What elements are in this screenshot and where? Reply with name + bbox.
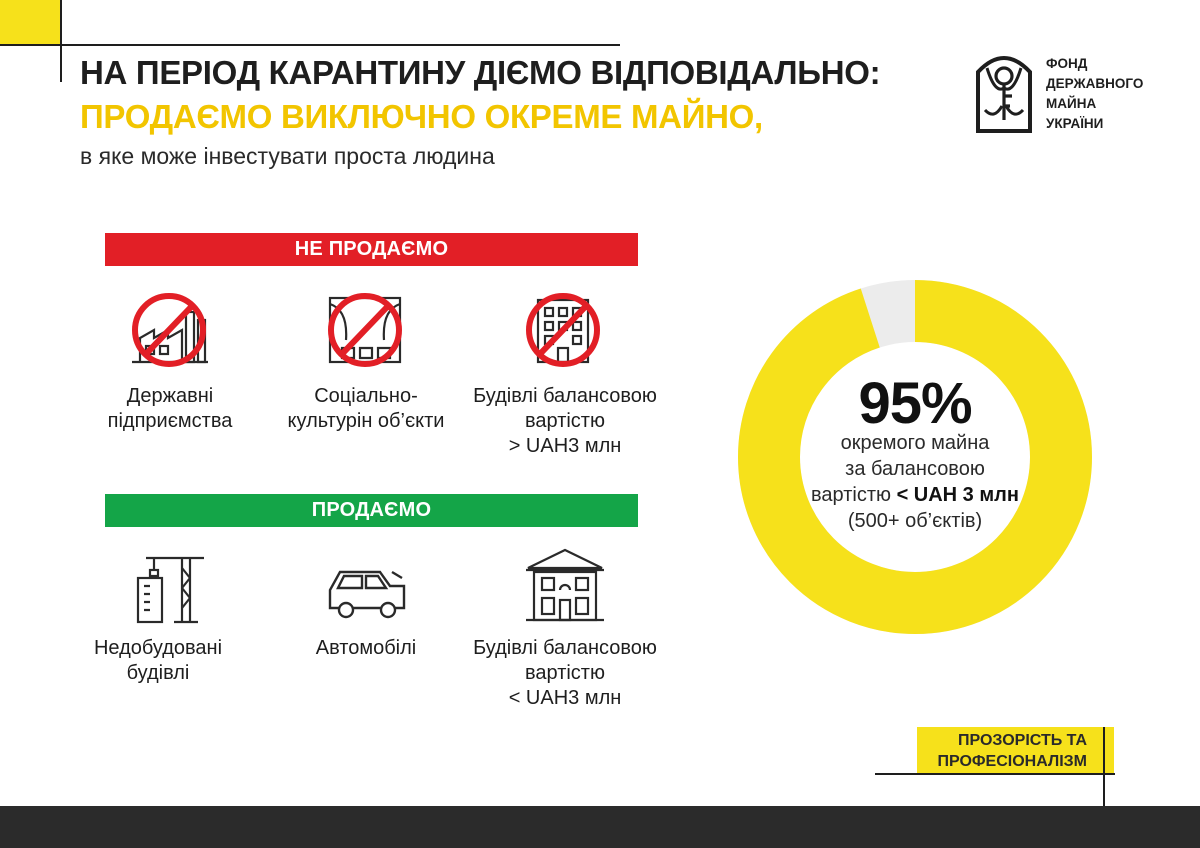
tagline-divider-horizontal: [875, 773, 1115, 775]
fund-logo-text: [1046, 54, 1143, 134]
fund-logo-icon: [975, 50, 1033, 134]
caption-line: Будівлі балансовою: [473, 385, 657, 407]
caption-line: Автомобілі: [315, 637, 417, 659]
subheadline: в яке може інвестувати проста людина: [80, 143, 495, 169]
corner-divider-vertical: [60, 0, 62, 82]
corner-divider-horizontal: [0, 44, 620, 46]
selling-banner: ПРОДАЄМО: [105, 494, 638, 527]
caption-unfinished-buildings: [48, 636, 268, 686]
caption-cars: [256, 636, 476, 661]
donut-line: (500+ об’єктів): [847, 510, 983, 532]
construction-crane-icon: [124, 548, 214, 630]
caption-line: будівлі: [126, 662, 190, 684]
donut-line: [770, 482, 1060, 508]
caption-line: вартістю: [525, 662, 605, 684]
donut-line-bold: < UAH 3 млн: [896, 484, 1019, 506]
corner-yellow-block: [0, 0, 60, 44]
not-selling-banner: НЕ ПРОДАЄМО: [105, 233, 638, 266]
logo-line: МАЙНА: [1046, 96, 1097, 111]
caption-line: культурін об’єкти: [287, 410, 445, 432]
caption-social-cultural: [256, 384, 476, 434]
caption-line: Соціально-: [314, 385, 418, 407]
headline-line-2: ПРОДАЄМО ВИКЛЮЧНО ОКРЕМЕ МАЙНО,: [80, 98, 763, 135]
caption-line: Будівлі балансовою: [473, 637, 657, 659]
donut-percent: 95%: [858, 371, 972, 436]
caption-state-enterprises: [60, 384, 280, 434]
headline-line-1: НА ПЕРІОД КАРАНТИНУ ДІЄМО ВІДПОВІДАЛЬНО:: [80, 54, 881, 91]
caption-line: Державні: [126, 385, 214, 407]
caption-buildings-under-3m: [455, 636, 675, 711]
theater-crossed-icon: [320, 290, 410, 372]
donut-line-prefix: вартістю: [811, 484, 897, 506]
tagline-line: ПРОФЕСІОНАЛІЗМ: [937, 753, 1087, 770]
logo-line: ДЕРЖАВНОГО: [1046, 76, 1144, 91]
donut-description: [770, 430, 1060, 534]
donut-line: за балансовою: [845, 458, 985, 480]
caption-line: < UAH3 млн: [508, 687, 622, 709]
tagline-line: ПРОЗОРІСТЬ ТА: [958, 732, 1087, 749]
tagline-divider-vertical: [1103, 727, 1105, 807]
factory-crossed-icon: [124, 290, 214, 372]
logo-line: ФОНД: [1046, 56, 1088, 71]
caption-buildings-over-3m: [455, 384, 675, 459]
tagline: [917, 730, 1087, 772]
footer-bar: [0, 806, 1200, 848]
donut-line: окремого майна: [840, 432, 990, 454]
caption-line: підприємства: [107, 410, 233, 432]
caption-line: > UAH3 млн: [508, 435, 622, 457]
caption-line: Недобудовані: [93, 637, 223, 659]
house-icon: [520, 546, 610, 628]
logo-line: УКРАЇНИ: [1046, 116, 1104, 131]
car-icon: [322, 548, 412, 630]
office-building-crossed-icon: [518, 290, 608, 372]
caption-line: вартістю: [525, 410, 605, 432]
